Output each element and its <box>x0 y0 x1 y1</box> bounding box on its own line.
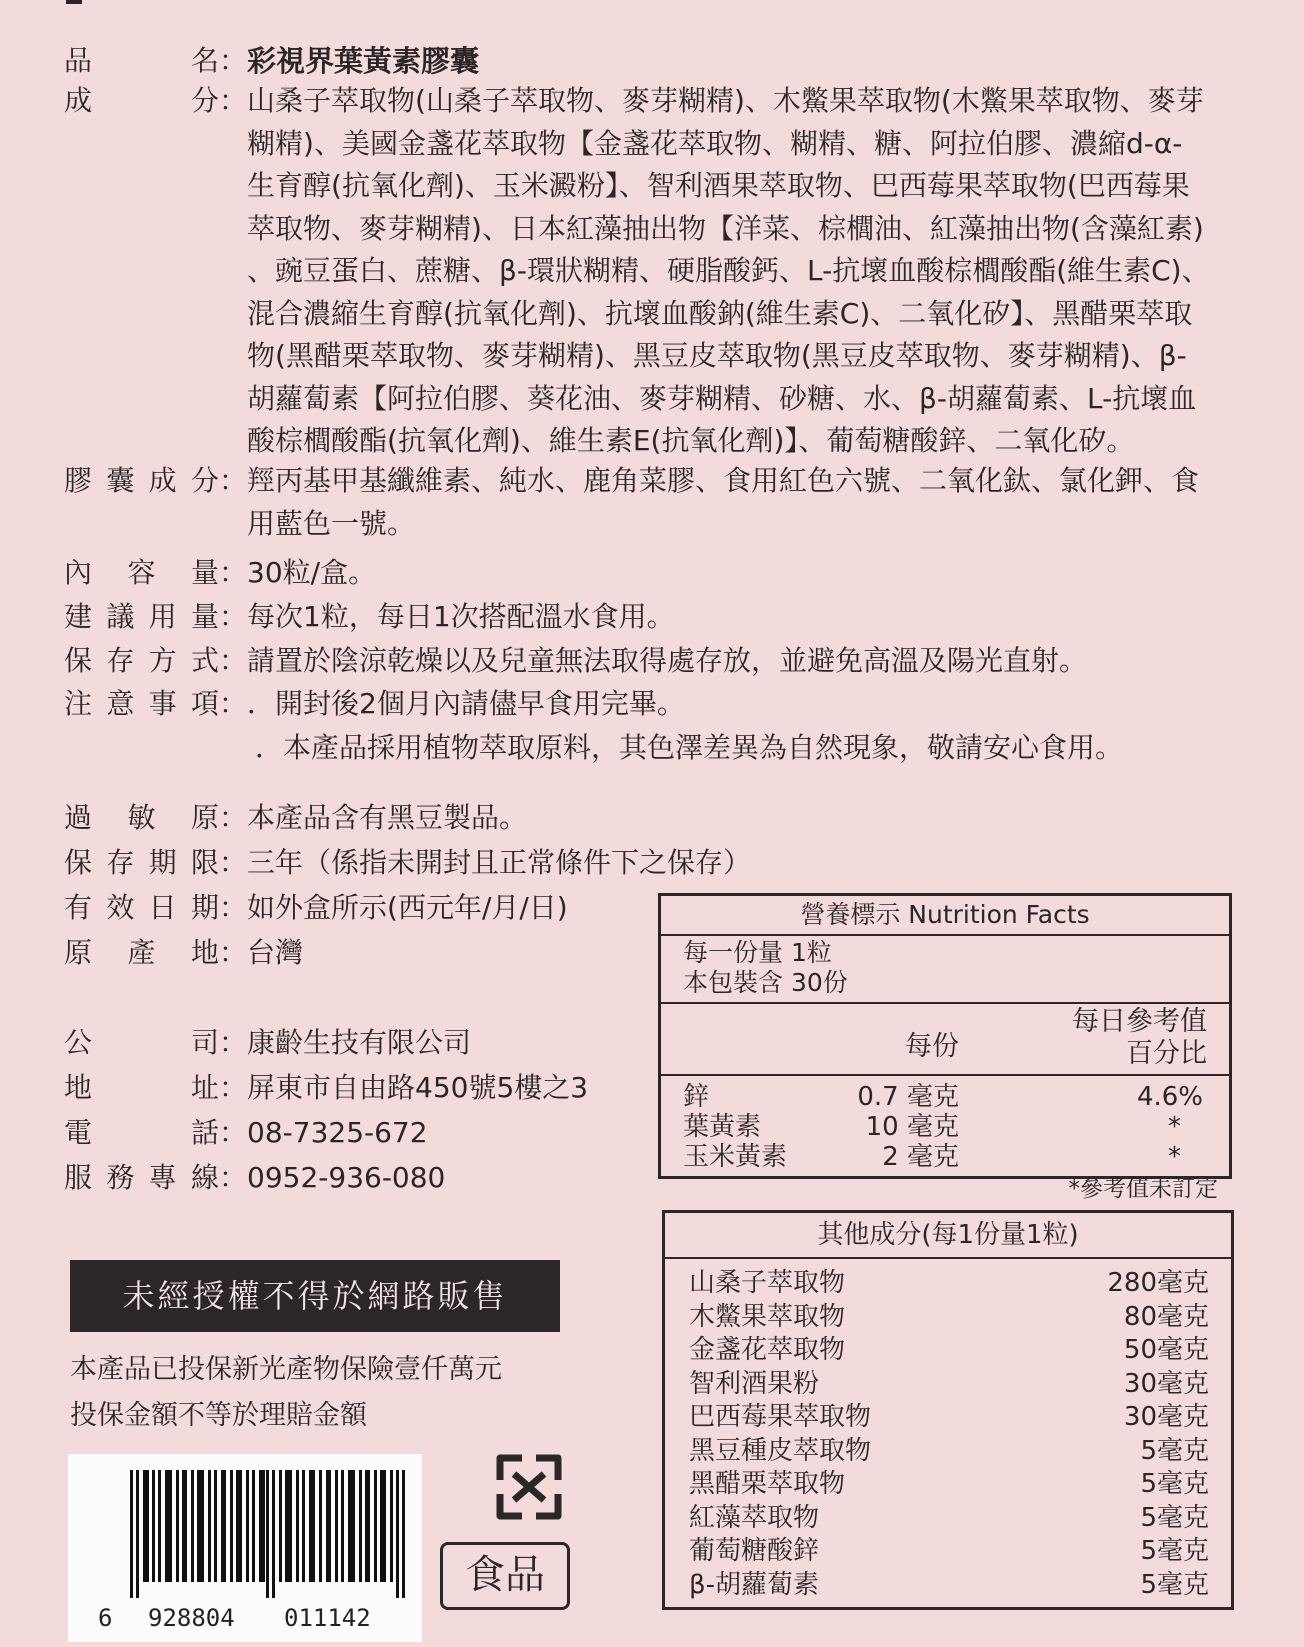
origin-value: 台灣 <box>247 936 304 969</box>
serving-size: 每一份量 1粒 <box>683 938 832 967</box>
col-per-serving: 每份 <box>905 1031 959 1062</box>
label-expiry: 有 效 日 期 <box>64 891 219 924</box>
nutrient-dv: * <box>1168 1142 1181 1172</box>
barcode-group-1: 928804 <box>148 1604 235 1632</box>
label-address: 地 址 <box>64 1071 219 1104</box>
list-item: 巴西莓果萃取物 30毫克 <box>689 1402 1209 1432</box>
shelf-life-row: 保 存 期 限 ： 三年（係指未開封且正常條件下之保存） <box>64 840 1234 886</box>
label-content: 內 容 量 <box>64 556 219 589</box>
usage-value: 每次1粒，每日1次搭配溫水食用。 <box>247 600 675 633</box>
label-ingredients: 成 分 <box>64 84 219 117</box>
food-mark: 食品 <box>440 1542 570 1610</box>
company-row: 公 司 ： 康齡生技有限公司 <box>64 1020 1234 1066</box>
insurance-line-1: 本產品已投保新光產物保險壹仟萬元 <box>70 1354 502 1385</box>
barcode-digit-left: 6 <box>98 1604 113 1632</box>
allergen-value: 本產品含有黑豆製品。 <box>247 801 528 834</box>
company-value: 康齡生技有限公司 <box>247 1026 472 1059</box>
address-value: 屏東市自由路450號5樓之3 <box>247 1071 589 1104</box>
expiry-row: 有 效 日 期 ： 如外盒所示(西元年/月/日) <box>64 885 1234 931</box>
nutrient-name: 葉黃素 <box>683 1112 762 1142</box>
shelf-value: 三年（係指未開封且正常條件下之保存） <box>247 846 752 879</box>
nutrient-name: 鋅 <box>683 1082 710 1112</box>
allergen-row: 過 敏 原 ： 本產品含有黑豆製品。 <box>64 795 1234 841</box>
capsule-ingredients-row: 膠 囊 成 分 ： 羥丙基甲基纖維素、純水、鹿角菜膠、食用紅色六號、二氧化鈦、氯化鉀、食 用藍色一號。 <box>64 460 1234 545</box>
servings-per-pack: 本包裝含 30份 <box>683 968 848 997</box>
service-value: 0952-936-080 <box>247 1161 446 1194</box>
online-sale-warning-banner: 未經授權不得於網路販售 <box>70 1260 560 1332</box>
list-item: 葡萄糖酸鋅 5毫克 <box>689 1536 1209 1566</box>
nutrient-dv: * <box>1168 1112 1181 1142</box>
content-value: 30粒/盒。 <box>247 556 377 589</box>
nutrition-facts-table <box>658 893 1232 1179</box>
nutrient-name: 玉米黃素 <box>683 1142 788 1172</box>
label-phone: 電 話 <box>64 1116 219 1149</box>
barcode-group-2: 011142 <box>284 1604 371 1632</box>
storage-value: 請置於陰涼乾燥以及兒童無法取得處存放，並避免高溫及陽光直射。 <box>247 644 1088 677</box>
list-item: β-胡蘿蔔素 5毫克 <box>689 1569 1209 1600</box>
ingredients-row: 成 分 ： 山桑子萃取物(山桑子萃取物、麥芽糊精)、木鱉果萃取物(木鱉果萃取物、麥芽 糊精)、美國金盞花萃取物【金盞花萃取物、糊精、糖、阿拉伯膠、濃縮d-α- 生育醇(抗氧化劑)、玉米澱粉】、智利酒果萃取物、巴西莓果萃取物(巴西莓果 萃取物、麥芽糊精)、日本紅藻抽出物【洋菜、棕櫚油、紅藻抽出物(含藻紅素) 、豌豆蛋白、蔗糖、β-環狀糊精、硬脂酸鈣、L-抗壞血酸棕櫚酸酯(維生素C)、 混合濃縮生育醇(抗氧化劑)、抗壞血酸鈉(維生素C)、二氧化矽】、黑醋栗萃取 物(黑醋栗萃取物、麥芽糊精)、黑豆皮萃取物(黑豆皮萃取物、麥芽糊精)、β- 胡蘿蔔素【阿拉伯膠、葵花油、麥芽糊精、砂糖、水、β-胡蘿蔔素、L-抗壞血 酸棕櫚酸酯(抗氧化劑)、維生素E(抗氧化劑)】、葡萄糖酸鋅、二氧化矽。 <box>64 80 1234 463</box>
other-ingredients-title: 其他成分(每1份量1粒) <box>665 1213 1231 1259</box>
product-name: 彩視界葉黃素膠囊 <box>247 44 480 78</box>
insurance-line-2: 投保金額不等於理賠金額 <box>70 1400 367 1431</box>
top-edge-mark <box>66 0 82 4</box>
list-item: 紅藻萃取物 5毫克 <box>689 1502 1209 1533</box>
ingredients-text: 山桑子萃取物(山桑子萃取物、麥芽糊精)、木鱉果萃取物(木鱉果萃取物、麥芽 糊精)、美國金盞花萃取物【金盞花萃取物、糊精、糖、阿拉伯膠、濃縮d-α- 生育醇(抗氧化劑)、玉米澱粉】、智利酒果萃取物、巴西莓果萃取物(巴西莓果 萃取物、麥芽糊精)、日本紅藻抽出物【洋菜、棕櫚油、紅藻抽出物(含藻紅素) 、豌豆蛋白、蔗糖、β-環狀糊精、硬脂酸鈣、L-抗壞血酸棕櫚酸酯(維生素C)、 混合濃縮生育醇(抗氧化劑)、抗壞血酸鈉(維生素C)、二氧化矽】、黑醋栗萃取 物(黑醋栗萃取物、麥芽糊精)、黑豆皮萃取物(黑豆皮萃取物、麥芽糊精)、β- 胡蘿蔔素【阿拉伯膠、葵花油、麥芽糊精、砂糖、水、β-胡蘿蔔素、L-抗壞血 酸棕櫚酸酯(抗氧化劑)、維生素E(抗氧化劑)】、葡萄糖酸鋅、二氧化矽。 <box>247 84 1210 457</box>
list-item: 山桑子萃取物 280毫克 <box>689 1268 1209 1298</box>
nutrient-amount: 0.7 毫克 <box>857 1082 959 1112</box>
notice-row: 注 意 事 項 ： ．開封後2個月內請儘早食用完畢。 ．本產品採用植物萃取原料，其色澤差異為自然現象，敬請安心食用。 <box>64 682 1234 770</box>
label-service: 服 務 專 線 <box>64 1161 219 1194</box>
nutrition-footnote: *參考值未訂定 <box>1068 1176 1218 1202</box>
label-usage: 建 議 用 量 <box>64 600 219 633</box>
other-ingredients-table <box>662 1210 1234 1610</box>
nutrient-dv: 4.6% <box>1136 1082 1203 1112</box>
barcode-bars <box>130 1470 410 1598</box>
list-item: 黑醋栗萃取物 5毫克 <box>689 1469 1209 1499</box>
storage-row: 保 存 方 式 ： 請置於陰涼乾燥以及兒童無法取得處存放，並避免高溫及陽光直射。 <box>64 638 1234 684</box>
nutrition-serving-info <box>661 936 1229 1004</box>
address-row: 地 址 ： 屏東市自由路450號5樓之3 <box>64 1065 1234 1111</box>
capsule-text: 羥丙基甲基纖維素、純水、鹿角菜膠、食用紅色六號、二氧化鈦、氯化鉀、食 用藍色一號。 <box>247 464 1200 540</box>
label-company: 公 司 <box>64 1026 219 1059</box>
label-capsule: 膠 囊 成 分 <box>64 464 219 497</box>
phone-value: 08-7325-672 <box>247 1116 428 1149</box>
notice-text: ．開封後2個月內請儘早食用完畢。 ．本產品採用植物萃取原料，其色澤差異為自然現象，敬請安心食用。 <box>247 687 1124 764</box>
label-name: 品 名 <box>64 44 219 77</box>
label-allergen: 過 敏 原 <box>64 801 219 834</box>
nutrition-title: 營養標示 Nutrition Facts <box>661 896 1229 936</box>
list-item: 黑豆種皮萃取物 5毫克 <box>689 1435 1209 1466</box>
label-shelf: 保 存 期 限 <box>64 846 219 879</box>
usage-row: 建 議 用 量 ： 每次1粒，每日1次搭配溫水食用。 <box>64 594 1234 640</box>
expiry-value: 如外盒所示(西元年/月/日) <box>247 891 568 924</box>
recycle-icon <box>492 1450 566 1524</box>
label-storage: 保 存 方 式 <box>64 644 219 677</box>
label-notice: 注 意 事 項 <box>64 687 219 720</box>
content-row: 內 容 量 ： 30粒/盒。 <box>64 550 1234 596</box>
nutrition-header <box>661 1004 1229 1076</box>
label-origin: 原 產 地 <box>64 936 219 969</box>
barcode <box>68 1454 422 1642</box>
phone-row: 電 話 ： 08-7325-672 <box>64 1110 1234 1156</box>
other-ingredients-list <box>665 1259 1231 1602</box>
col-daily-value: 每日參考值 百分比 <box>1072 1006 1207 1069</box>
list-item: 金盞花萃取物 50毫克 <box>689 1335 1209 1365</box>
nutrient-amount: 2 毫克 <box>882 1142 959 1172</box>
product-name-row: 品 名 ： 彩視界葉黃素膠囊 <box>64 38 1234 84</box>
list-item: 智利酒果粉 30毫克 <box>689 1368 1209 1399</box>
service-row: 服 務 專 線 ： 0952-936-080 <box>64 1155 1234 1201</box>
list-item: 木鱉果萃取物 80毫克 <box>689 1301 1209 1332</box>
origin-row: 原 產 地 ： 台灣 <box>64 930 1234 976</box>
nutrition-rows <box>661 1076 1229 1174</box>
nutrient-amount: 10 毫克 <box>865 1112 959 1142</box>
